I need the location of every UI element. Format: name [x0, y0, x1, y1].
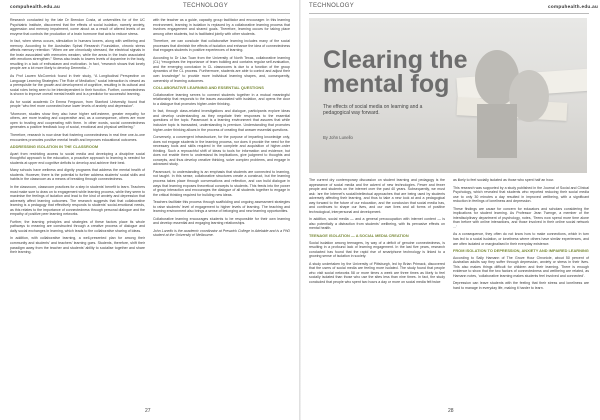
paragraph: As Prof Lauren McCormick found in their study, “A Longitudinal Perspective on Language Learning Strategies: The Role of Mediation,” social interaction is viewed as a prerequisite for the growth and development of cognitive, resulting in its cultural and social roles being seen to be interdependent in their function. Further, connectedness is shown to improve overall mental health and is a predictor for successful learning. [10, 74, 145, 97]
author-bio: John Lunello is the academic coordinator at Preswick College in Adelaide and is a PhD student at the University of Melbourne. [153, 228, 290, 238]
left-column-2 [153, 18, 290, 403]
paragraph: According to Dr Lisa Tuan from the University of North Texas, collaborative learning (CL) “recognises the importance of team building and contains regular self-evaluation, and the emerging conclusion in CL classrooms is due to a function of the group dynamics of the CL process. Furthermore, students are able to control and adjust their own knowledge” to provide more individual learning shapes, and, consequently, ownership of learning outcomes. [153, 55, 290, 83]
paragraph: As for social academic Dr Emma Ferguson, from Stanford University, found that people “who feel more connected have lower levels of anxiety and depression”. [10, 99, 145, 109]
paragraph: Conversely, a convergent infrastructure, for the purpose of imparting knowledge only, does not engage students in the learning process, nor does it provide the need for the necessary tools and skills required in the complete and acquisition of higher-order thinking. Such a reproachful shift of ideas to tools for information and evidence, but does not enable them to understand its implications, give judgment to thoughts and concepts, and thus develop creative thinking, solve complex problems, and engage in advanced study. [153, 135, 290, 167]
paragraph: Collaborative learning encourages students to be responsible for their own learning and develop essential and engaging learning relationships. [153, 216, 290, 226]
article-deck: The effects of social media on learning and a pedagogical way forward. [323, 104, 423, 116]
paragraph: This research was supported by a study published in the Journal of Social and Clinical Psychology, which revealed that students who reported reducing their social media use to only 30 minutes a day resulted in improved wellbeing, with a significant reduction in feelings of loneliness and depression. [453, 185, 589, 204]
article-byline: By John Lunello [323, 135, 353, 140]
paragraph: “Moreover, studies show they also have higher self-esteem, greater empathy for others, are more trusting and cooperative and, as a consequence, others are more open to trusting and cooperating with them. In other words, social connectedness generates a positive feedback loop of social, emotional and physical wellbeing.” [10, 111, 145, 130]
paragraph: According to Sally Hamann of The Grove Hour Chronicle, about 50 percent of Australian adults say they suffer through depression, anxiety or stress in their lives. This also makes things difficult for children and their learning. There is enough evidence to show that the two factors of connectedness and wellbeing are related, as Hamann notes, ‘collaborative learning makes students feel involved and connected’. [453, 255, 589, 278]
section-heading: ADDRESSING ISOLATION IN THE CLASSROOM [10, 144, 99, 150]
right-column-1 [309, 178, 445, 404]
right-page-number: 28 [448, 408, 454, 414]
paragraph: Depression can leave students with the feeling that their stress and loneliness are hard to manage in everyday life, making it harder to learn. [453, 281, 589, 290]
paragraph: In addition, social media — and a general preoccupation with internet content — is also potentially a distraction from students’ wellbeing, with its pervasive effects on mental health. [309, 217, 445, 231]
silhouette-heads-illustration [467, 38, 557, 158]
section-heading: COLLABORATIVE LEARNING AND ESSENTIAL QUESTIONS [153, 85, 264, 91]
section-heading: FROM ISOLATION TO DEPRESSION, ANXIETY AND IMPAIRED LEARNING [453, 248, 589, 254]
shoulders-shape [477, 104, 517, 158]
paragraph: Research conducted by the late Dr Brendon Costa, at universities for of the UC Psychiatric Institute, discovered that the effects of social isolation, namely anxiety, aggression and memory impairment, come about as a result of altered levels of an enzyme that controls the production of a brain hormone that acts to reduce stress. [10, 18, 145, 36]
left-site-url: compuhealth.edu.au [10, 4, 61, 9]
paragraph: Paramount, to understanding is an emphasis that students are connected to learning, not taught. In this sense, collaborative structures create a construct, but the learning process takes place through conversations and reflection, and can build dialogue in ways that learning exposes theoretical concepts to students. This feeds into the power of group interaction and encourages the dialogue of all students together to engage in the critical thinking required for building new ideas. [153, 169, 290, 197]
paragraph: with the teacher as a guide, capacity group facilitator and encourager. In this learning environment, learning in isolation is replaced by a collaborative learning process that involves engagement and shared goals. Therefore, learning occurs for taking place among other students, but is facilitated jointly with other students. [153, 18, 290, 36]
paragraph: Many schools have wellness and dignity programs that address the mental health of students. However, there is the potential to further address students’ social skills and habits in the classroom as a means of breaking through connectedness. [10, 168, 145, 182]
left-column-1 [10, 18, 145, 403]
right-section-label: TECHNOLOGY [309, 3, 355, 9]
paragraph: Further, the learning principles and strategies of these factors place its whole pathways to meaning are constructed through a creative process of dialogue and daily social exchanges in learning, which leads to the collaborative sharing of ideas. [10, 219, 145, 233]
left-header-rule [10, 13, 290, 14]
left-section-label: TECHNOLOGY [183, 3, 229, 9]
paragraph: These findings are cause for concern for educators and scholars considering the implications for student learning. As Professor Jean Twenge, a member of the interdisciplinary department of psychology, notes, ‘Teens now spend more time alone than before with online interactions, and those involved in their online social network ...’ [453, 206, 589, 229]
right-column-2 [453, 178, 589, 404]
paragraph: As a consequence, they often do not know how to make connections, which in turn has led to a social isolation, or loneliness where others have similar experiences, and are often isolated or marginalised in their everyday existence. [453, 232, 589, 246]
right-header-rule [309, 13, 589, 14]
page-gutter [299, 0, 301, 420]
paragraph: Apart from restricting access to social media and developing a discipline social thoughtful approach to the education, a proactive approach to learning is needed for students at upper end cognitive deficits to develop and achieve their best. [10, 151, 145, 165]
paragraph: A study undertaken by the University of Pittsburgh, led by Brian Primack, discovered that the users of social media are feeling more isolated. The study found that people who visit social networks 58 or more times a week are three times as likely to feel socially isolated than those who use the sites less than nine times. In fact, the study concluded that people who spent two hours a day or more on social media felt twice [309, 261, 445, 284]
section-heading: TEENAGE ISOLATION — A SOCIAL MEDIA CREATION [309, 233, 409, 239]
paragraph: In the classroom, classroom practices for a step in students’ benefit to learn. Teachers must make sure to draw on to engagement while learning process, while they seem to maximise the feelings of isolation and lead to the kind of anxiety and depression that adversely affect learning outcomes. The research suggests that that collaborative learning is a pedagogy that effectively responds to students’ social-emotional needs, as this relates to the importance of connectedness through personal dialogue and the empathy of positive peer learning networks. [10, 185, 145, 217]
paragraph: In addition, with collaborative learning, a well-presented plan for among their community and students’ and teachers’ learning goes. Students, therefore, shift their paradigm away from the teacher and students’ ability to socialise together and share their learning. [10, 236, 145, 255]
left-page-number: 27 [145, 408, 151, 414]
paragraph: Therefore, we can conclude that collaborative learning includes many of the social processes that diminish the effects of isolation and enhance the idea of connectedness that engages students in positive experiences of learning. [153, 39, 290, 53]
paragraph: In fact, through class-related investigations and dialogue, participants explore ideas and develop understanding as they negotiate their responses to the essential questions of the topic. Paramount is a learning environment that assures that while inclusive topic is transacted, understanding is premium. Understanding that promotes higher-order thinking allows in the process of creating that answer essential questions. [153, 109, 290, 132]
paragraph: In fact, when stress occurs, stimulation in humans lowers, along with wellbeing and memory. According to the Australian Spinal Research Foundation, chronic stress affects memory retention: “When we are chronically stressed, the electrical signals in the brain associated with memories weaken, while the areas in the brain associated with emotions strengthen.” Stress also leads to lowers levels of dopamine in the body, resulting in a lack of enthusiasm and motivation. In fact, “research shows that lonely people are a lot more likely to develop Dementia...” [10, 39, 145, 71]
hero-image [309, 18, 587, 173]
paragraph: Teachers facilitate this process through scaffolding and ongoing assessment strategies to raise students’ level of engagement to higher levels of learning. The teaching and learning environment also brings a sense of belonging and new learning opportunities. [153, 200, 290, 214]
paragraph: Social isolation among teenagers, by way of a deficit of genuine connectedness, is resulting in a profound lack of learning engagement. In the last five years, research conducted has found that the rapid rise of smartphone technology is linked to a growing sense of isolation in society. [309, 240, 445, 259]
paragraph: The current dry contemporary discussion on student learning and pedagogy is the appearance of social media and the advent of new technologies. Fewer and fewer people and students on the internet over the past 40 years. Subsequently, we must ask: ‘are the Internet’s social/intellectual approaches that are being used by students adversely affecting their learning, and thus to take a new look at and a pedagogical way forward to the future of our education, and the conclusion that social media has, and continues to shape our lives, and our own lives and all forms of positive technological, interpersonal and development. [309, 178, 445, 214]
right-site-url: compuhealth.edu.au [548, 4, 599, 9]
paragraph: as likely to feel socially isolated as those who spent half an hour. [453, 178, 555, 182]
article-title: Clearing the mental fog [323, 46, 468, 98]
paragraph: Collaborative learning serves to connect students together in a mutual meaningful relationship that responds to the issues associated with isolation, and opens the door to a dialogue that promotes higher-order thinking. [153, 92, 290, 106]
paragraph: Therefore, research is now clear that fostering connectedness in real time one-to-one encounters promotes positive mental health and improves educational outcomes. [10, 133, 145, 142]
